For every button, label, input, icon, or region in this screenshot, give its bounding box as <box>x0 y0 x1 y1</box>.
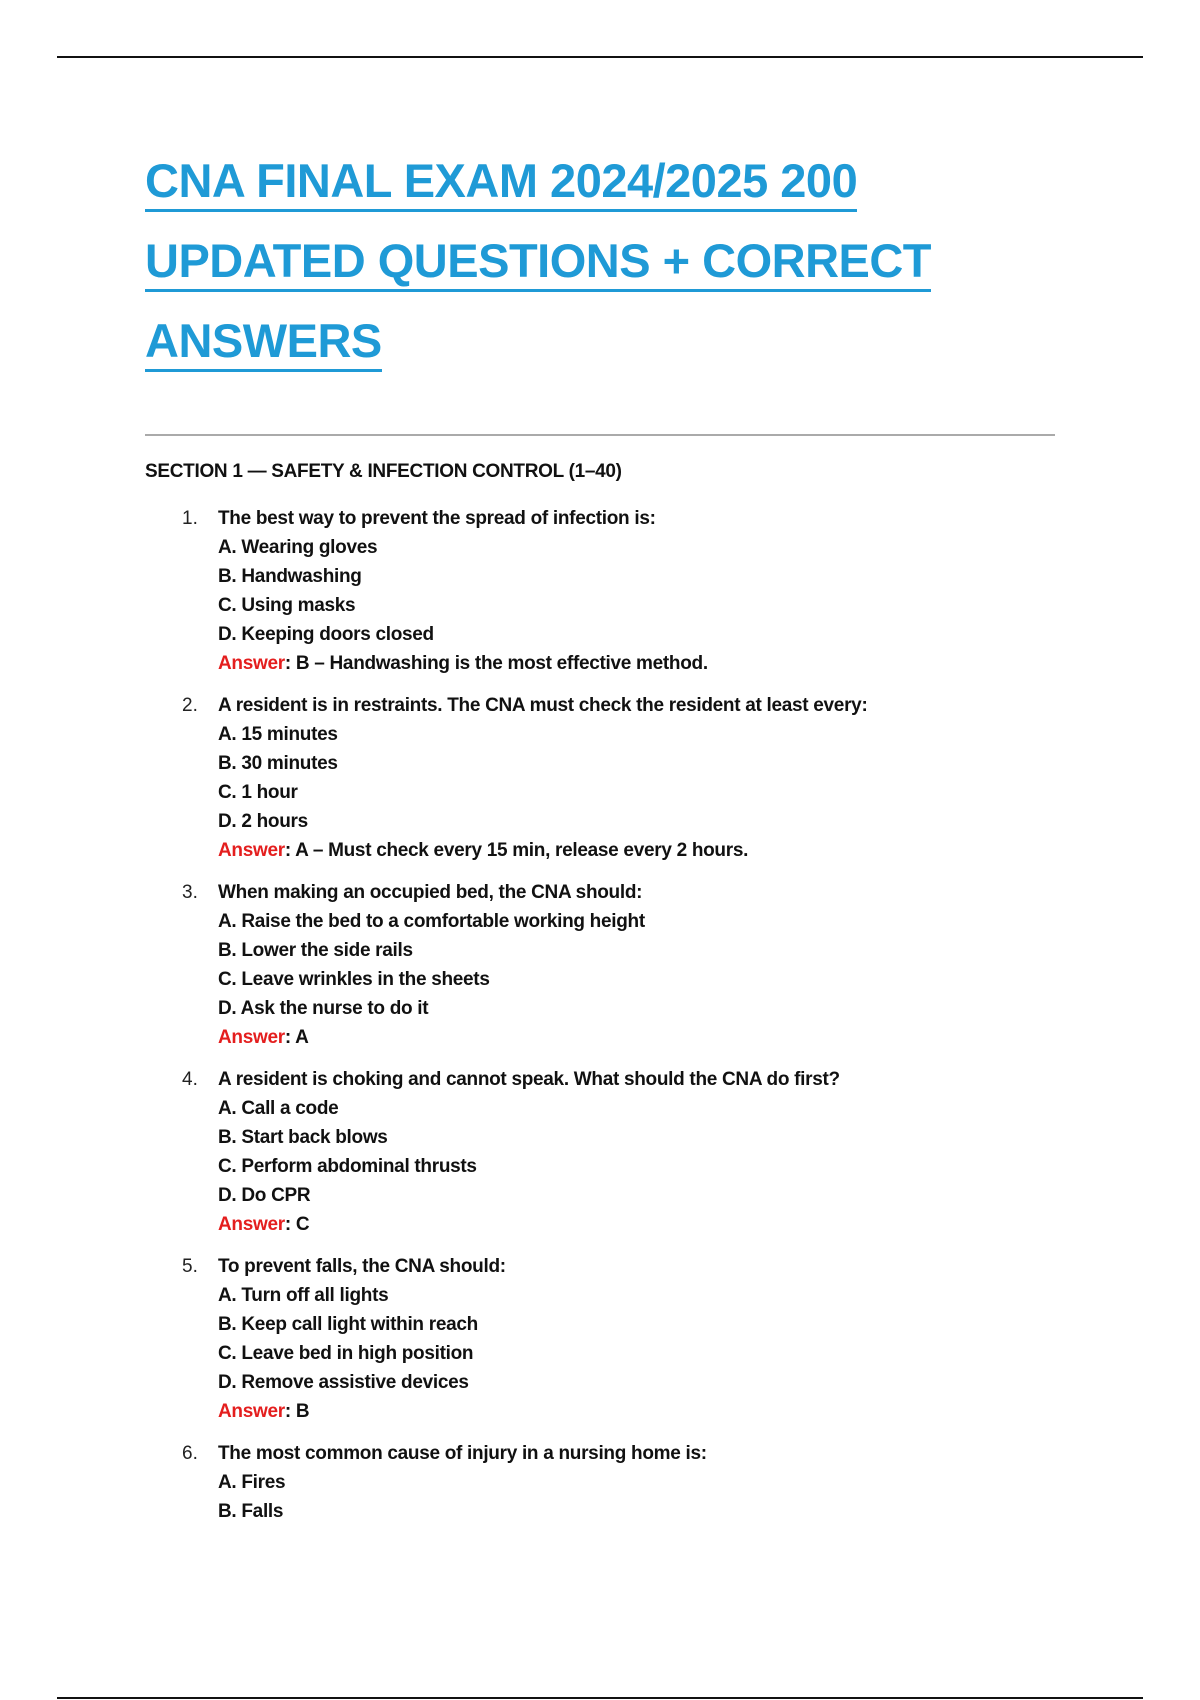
answer-option: A. 15 minutes <box>218 724 338 745</box>
answer-option: D. Remove assistive devices <box>218 1372 469 1393</box>
option-list <box>218 907 1095 1023</box>
answer-label: Answer <box>218 1027 285 1048</box>
question-item <box>145 1253 1095 1426</box>
answer-option: A. Turn off all lights <box>218 1285 389 1306</box>
section-heading: SECTION 1 — SAFETY & INFECTION CONTROL (1–40) <box>145 461 622 482</box>
question-item <box>145 1066 1095 1239</box>
question-number: 6. <box>182 1443 198 1464</box>
page-top-rule <box>57 56 1143 58</box>
question-number: 5. <box>182 1256 198 1277</box>
answer-label: Answer <box>218 653 285 674</box>
answer-label: Answer <box>218 1401 285 1422</box>
option-list <box>218 1281 1095 1397</box>
answer-option: D. Keeping doors closed <box>218 624 434 645</box>
question-text: The best way to prevent the spread of infection is: <box>218 508 656 529</box>
option-list <box>218 1094 1095 1210</box>
answer-value: C <box>295 1214 310 1235</box>
correct-answer: Answer: B – Handwashing is the most effective method. <box>218 653 708 674</box>
question-text: A resident is in restraints. The CNA must check the resident at least every: <box>218 695 868 716</box>
answer-option: C. Perform abdominal thrusts <box>218 1156 477 1177</box>
question-item <box>145 692 1095 865</box>
question-text: The most common cause of injury in a nursing home is: <box>218 1443 707 1464</box>
option-list <box>218 1468 1095 1526</box>
answer-option: B. Keep call light within reach <box>218 1314 478 1335</box>
answer-option: D. Ask the nurse to do it <box>218 998 429 1019</box>
answer-value: B – Handwashing is the most effective method. <box>295 653 708 674</box>
title-line-1: CNA FINAL EXAM 2024/2025 200 <box>145 153 857 212</box>
answer-label: Answer <box>218 1214 285 1235</box>
correct-answer: Answer: C <box>218 1214 310 1235</box>
answer-label: Answer <box>218 840 285 861</box>
option-list <box>218 533 1095 649</box>
question-list <box>145 505 1095 1540</box>
title-line-3: ANSWERS <box>145 313 382 372</box>
answer-value: A <box>295 1027 309 1048</box>
correct-answer: Answer: B <box>218 1401 310 1422</box>
question-item <box>145 1440 1095 1526</box>
question-item <box>145 505 1095 678</box>
answer-option: C. 1 hour <box>218 782 298 803</box>
question-text: A resident is choking and cannot speak. What should the CNA do first? <box>218 1069 840 1090</box>
page-bottom-rule <box>57 1697 1143 1699</box>
answer-option: B. Handwashing <box>218 566 362 587</box>
answer-option: A. Wearing gloves <box>218 537 378 558</box>
option-list <box>218 720 1095 836</box>
correct-answer: Answer: A – Must check every 15 min, release every 2 hours. <box>218 840 749 861</box>
correct-answer: Answer: A <box>218 1027 309 1048</box>
section-divider <box>145 434 1055 436</box>
answer-option: B. Lower the side rails <box>218 940 413 961</box>
answer-option: B. Falls <box>218 1501 284 1522</box>
question-text: To prevent falls, the CNA should: <box>218 1256 506 1277</box>
title-line-2: UPDATED QUESTIONS + CORRECT <box>145 233 931 292</box>
answer-option: B. Start back blows <box>218 1127 388 1148</box>
question-item <box>145 879 1095 1052</box>
answer-option: A. Call a code <box>218 1098 339 1119</box>
document-title <box>145 146 1045 386</box>
answer-option: C. Leave wrinkles in the sheets <box>218 969 490 990</box>
answer-option: D. Do CPR <box>218 1185 311 1206</box>
answer-option: C. Leave bed in high position <box>218 1343 474 1364</box>
answer-option: A. Fires <box>218 1472 286 1493</box>
answer-option: B. 30 minutes <box>218 753 338 774</box>
answer-value: B <box>295 1401 310 1422</box>
answer-option: A. Raise the bed to a comfortable working height <box>218 911 645 932</box>
question-number: 2. <box>182 695 198 716</box>
answer-option: C. Using masks <box>218 595 356 616</box>
question-number: 1. <box>182 508 198 529</box>
answer-value: A – Must check every 15 min, release every 2 hours. <box>295 840 749 861</box>
answer-option: D. 2 hours <box>218 811 308 832</box>
question-number: 4. <box>182 1069 198 1090</box>
question-text: When making an occupied bed, the CNA should: <box>218 882 643 903</box>
question-number: 3. <box>182 882 198 903</box>
